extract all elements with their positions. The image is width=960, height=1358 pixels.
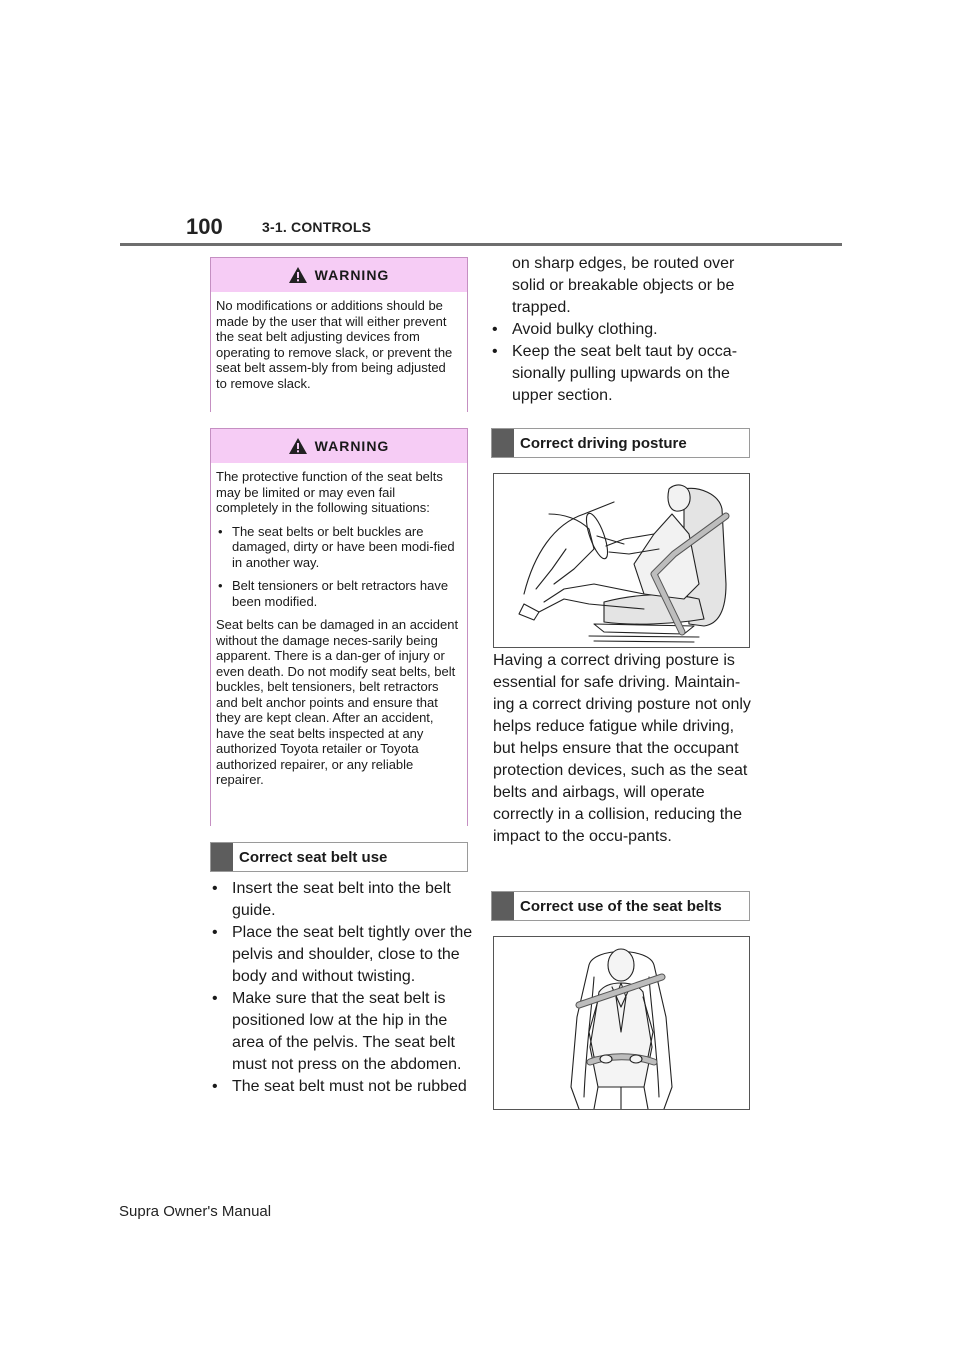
section-heading-correct-seat-belt-use bbox=[210, 842, 468, 872]
seat-belt-front-illustration bbox=[493, 936, 750, 1110]
warning-title: WARNING bbox=[314, 438, 390, 454]
section-heading-correct-use-of-seat-belts bbox=[491, 891, 750, 921]
warning-intro: The protective function of the seat belts may be limited or may even fail completely in the following situations: bbox=[216, 469, 443, 515]
heading-bar bbox=[492, 892, 514, 920]
heading-text: Correct seat belt use bbox=[239, 848, 388, 866]
bullet-marker: • bbox=[212, 880, 218, 897]
bullet-marker: • bbox=[218, 523, 223, 539]
bullet-marker: • bbox=[492, 321, 498, 338]
list-item bbox=[212, 878, 474, 922]
heading-bar bbox=[211, 843, 233, 871]
warning-bullet-text: The seat belts or belt buckles are damaged, dirty or have been modi-fied in another way. bbox=[232, 523, 455, 570]
heading-bar bbox=[492, 429, 514, 457]
seat-belt-use-list-right bbox=[492, 253, 754, 407]
warning-text: No modifications or additions should be made by the user that will either prevent the seat belt adjusting devices from operating to remove slack, or prevent the seat belt assem-bly from being adjusted to remove slack. bbox=[216, 298, 453, 391]
heading-text: Correct use of the seat belts bbox=[520, 897, 722, 915]
list-item bbox=[212, 922, 474, 988]
warning-bullet bbox=[216, 578, 460, 609]
list-item-text: Insert the seat belt into the belt guide. bbox=[232, 880, 451, 919]
header-divider bbox=[120, 243, 842, 246]
warning-bullet bbox=[216, 524, 460, 571]
warning-body bbox=[211, 292, 467, 417]
warning-triangle-icon bbox=[289, 438, 307, 454]
section-label: 3-1. CONTROLS bbox=[262, 219, 372, 235]
warning-box-modifications bbox=[210, 257, 468, 412]
page-number: 100 bbox=[186, 214, 223, 239]
bullet-marker: • bbox=[212, 990, 218, 1007]
list-item-continuation: on sharp edges, be routed over solid or breakable objects or be trapped. bbox=[512, 255, 735, 316]
list-item-text: Avoid bulky clothing. bbox=[512, 321, 658, 338]
heading-text: Correct driving posture bbox=[520, 434, 687, 452]
driver-seated-image bbox=[494, 474, 749, 647]
warning-box-limited-protection bbox=[210, 428, 468, 826]
bullet-marker: • bbox=[492, 343, 498, 360]
page-header bbox=[0, 0, 960, 250]
list-item-text: Keep the seat belt taut by occa-sionally pulling upwards on the upper section. bbox=[512, 343, 738, 404]
footer-manual-title: Supra Owner's Manual bbox=[119, 1203, 272, 1220]
list-item bbox=[492, 319, 754, 341]
warning-bullet-text: Belt tensioners or belt retractors have been modified. bbox=[232, 578, 449, 609]
warning-body bbox=[211, 463, 467, 831]
list-item-text: Make sure that the seat belt is positioned low at the hip in the area of the pelvis. The seat belt must not press on the abdomen. bbox=[232, 990, 462, 1073]
driving-posture-paragraph: Having a correct driving posture is essential for safe driving. Maintain-ing a correct driving posture not only helps reduce fatigue while driving, but helps ensure that the occupant protection devices, such as the seat belts and airbags, will operate correctly in a collision, reducing the impact to the occu-pants. bbox=[493, 652, 751, 845]
warning-closing: Seat belts can be damaged in an accident without the damage neces-sarily being apparent. There is a dan-ger of injury or even death. Do not modify seat belts, belt buckles, belt tensioners, belt retractors and belt anchor points and ensure that they are kept clean. After an accident, have the seat belts inspected at any authorized Toyota retailer or Toyota authorized repairer, or any reliable repairer. bbox=[216, 617, 459, 787]
list-item bbox=[212, 1076, 474, 1098]
bullet-marker: • bbox=[212, 924, 218, 941]
list-item-text: Place the seat belt tightly over the pelvis and shoulder, close to the body and without twisting. bbox=[232, 924, 473, 985]
list-item-text: The seat belt must not be rubbed bbox=[232, 1078, 467, 1095]
bullet-marker: • bbox=[218, 578, 223, 593]
bullet-marker: • bbox=[212, 1078, 218, 1095]
driving-posture-illustration bbox=[493, 473, 750, 648]
occupant-front-image bbox=[494, 937, 749, 1109]
warning-header bbox=[218, 429, 460, 463]
list-item bbox=[492, 341, 754, 407]
warning-title: WARNING bbox=[314, 267, 390, 283]
list-item bbox=[212, 988, 474, 1076]
warning-triangle-icon bbox=[289, 267, 307, 283]
seat-belt-use-list-left bbox=[212, 878, 474, 1098]
warning-header bbox=[218, 258, 460, 292]
section-heading-correct-driving-posture bbox=[491, 428, 750, 458]
